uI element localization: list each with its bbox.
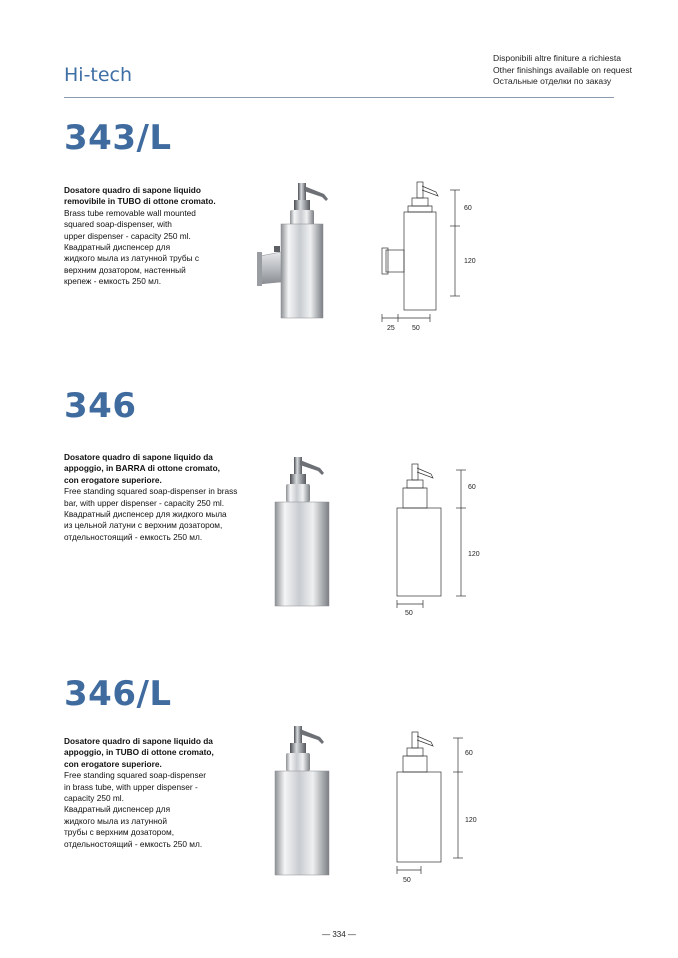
product-photo-343l [250,178,340,323]
desc-en-line: bar, with upper dispenser - capacity 250 ml. [64,497,225,508]
dim-top-label: 60 [465,750,473,757]
technical-drawing-346l [385,728,495,888]
dim-base-label: 50 [403,877,411,884]
product-code-343l: 343/L [64,118,172,158]
finishes-note [493,53,632,88]
desc-ru-line: крепеж - емкость 250 мл. [64,276,162,287]
desc-it-line: Dosatore quadro di sapone liquido da [64,452,213,462]
product-description-343l [64,185,216,288]
technical-drawing-346 [385,460,495,620]
desc-ru-line: жидкого мыла из латунной [64,815,168,826]
product-photo-346l [268,723,338,879]
product-description-346l [64,736,214,850]
dim-base-label: 50 [405,610,413,617]
dim-body-label: 120 [465,817,477,824]
desc-ru-line: Квадратный диспенсер для [64,804,171,815]
dim-base-b-label: 50 [412,325,420,332]
desc-ru-line: отдельностоящий - емкость 250 мл. [64,838,203,849]
desc-ru-line: из цельной латуни с верхним дозатором, [64,520,223,531]
header-divider [64,97,614,98]
desc-ru-line: трубы с верхним дозатором, [64,827,175,838]
desc-ru-line: верхним дозатором, настенный [64,264,186,275]
desc-it-line: appoggio, in BARRA di ottone cromato, [64,463,220,474]
dim-top-label: 60 [468,484,476,491]
page-section-title: Hi-tech [64,64,133,86]
desc-it-line: Dosatore quadro di sapone liquido [64,185,201,195]
product-code-346: 346 [64,386,137,426]
desc-ru-line: Квадратный диспенсер для [64,242,171,253]
dim-top-label: 60 [464,205,472,212]
desc-ru-line: отдельностоящий - емкость 250 мл. [64,531,203,542]
desc-it-line: con erogatore superiore. [64,758,162,769]
page-number: — 334 — [322,930,356,939]
product-description-346 [64,452,237,543]
desc-it-line: Dosatore quadro di sapone liquido da [64,736,213,746]
desc-ru-line: жидкого мыла из латунной трубы с [64,253,200,264]
desc-en-line: Free standing squared soap-dispenser [64,770,207,781]
desc-it-line: appoggio, in TUBO di ottone cromato, [64,747,214,758]
finishes-note-en: Other finishings available on request [493,64,633,75]
desc-en-line: in brass tube, with upper dispenser - [64,781,198,792]
dim-base-a-label: 25 [387,325,395,332]
dim-body-label: 120 [468,551,480,558]
desc-it-line: con erogatore superiore. [64,474,162,485]
finishes-note-ru: Остальные отделки по заказу [493,76,612,86]
product-code-346l: 346/L [64,674,172,714]
desc-ru-line: Квадратный диспенсер для жидкого мыла [64,509,227,520]
desc-en-line: Brass tube removable wall mounted [64,207,196,218]
desc-en-line: upper dispenser - capacity 250 ml. [64,230,191,241]
product-photo-346 [268,454,338,610]
desc-en-line: capacity 250 ml. [64,793,124,804]
desc-en-line: Free standing squared soap-dispenser in brass [64,486,238,497]
finishes-note-it: Disponibili altre finiture a richiesta [493,53,622,63]
desc-en-line: squared soap-dispenser, with [64,219,172,230]
technical-drawing-343l [370,178,490,338]
desc-it-line: removibile in TUBO di ottone cromato. [64,196,216,207]
dim-body-label: 120 [464,258,476,265]
